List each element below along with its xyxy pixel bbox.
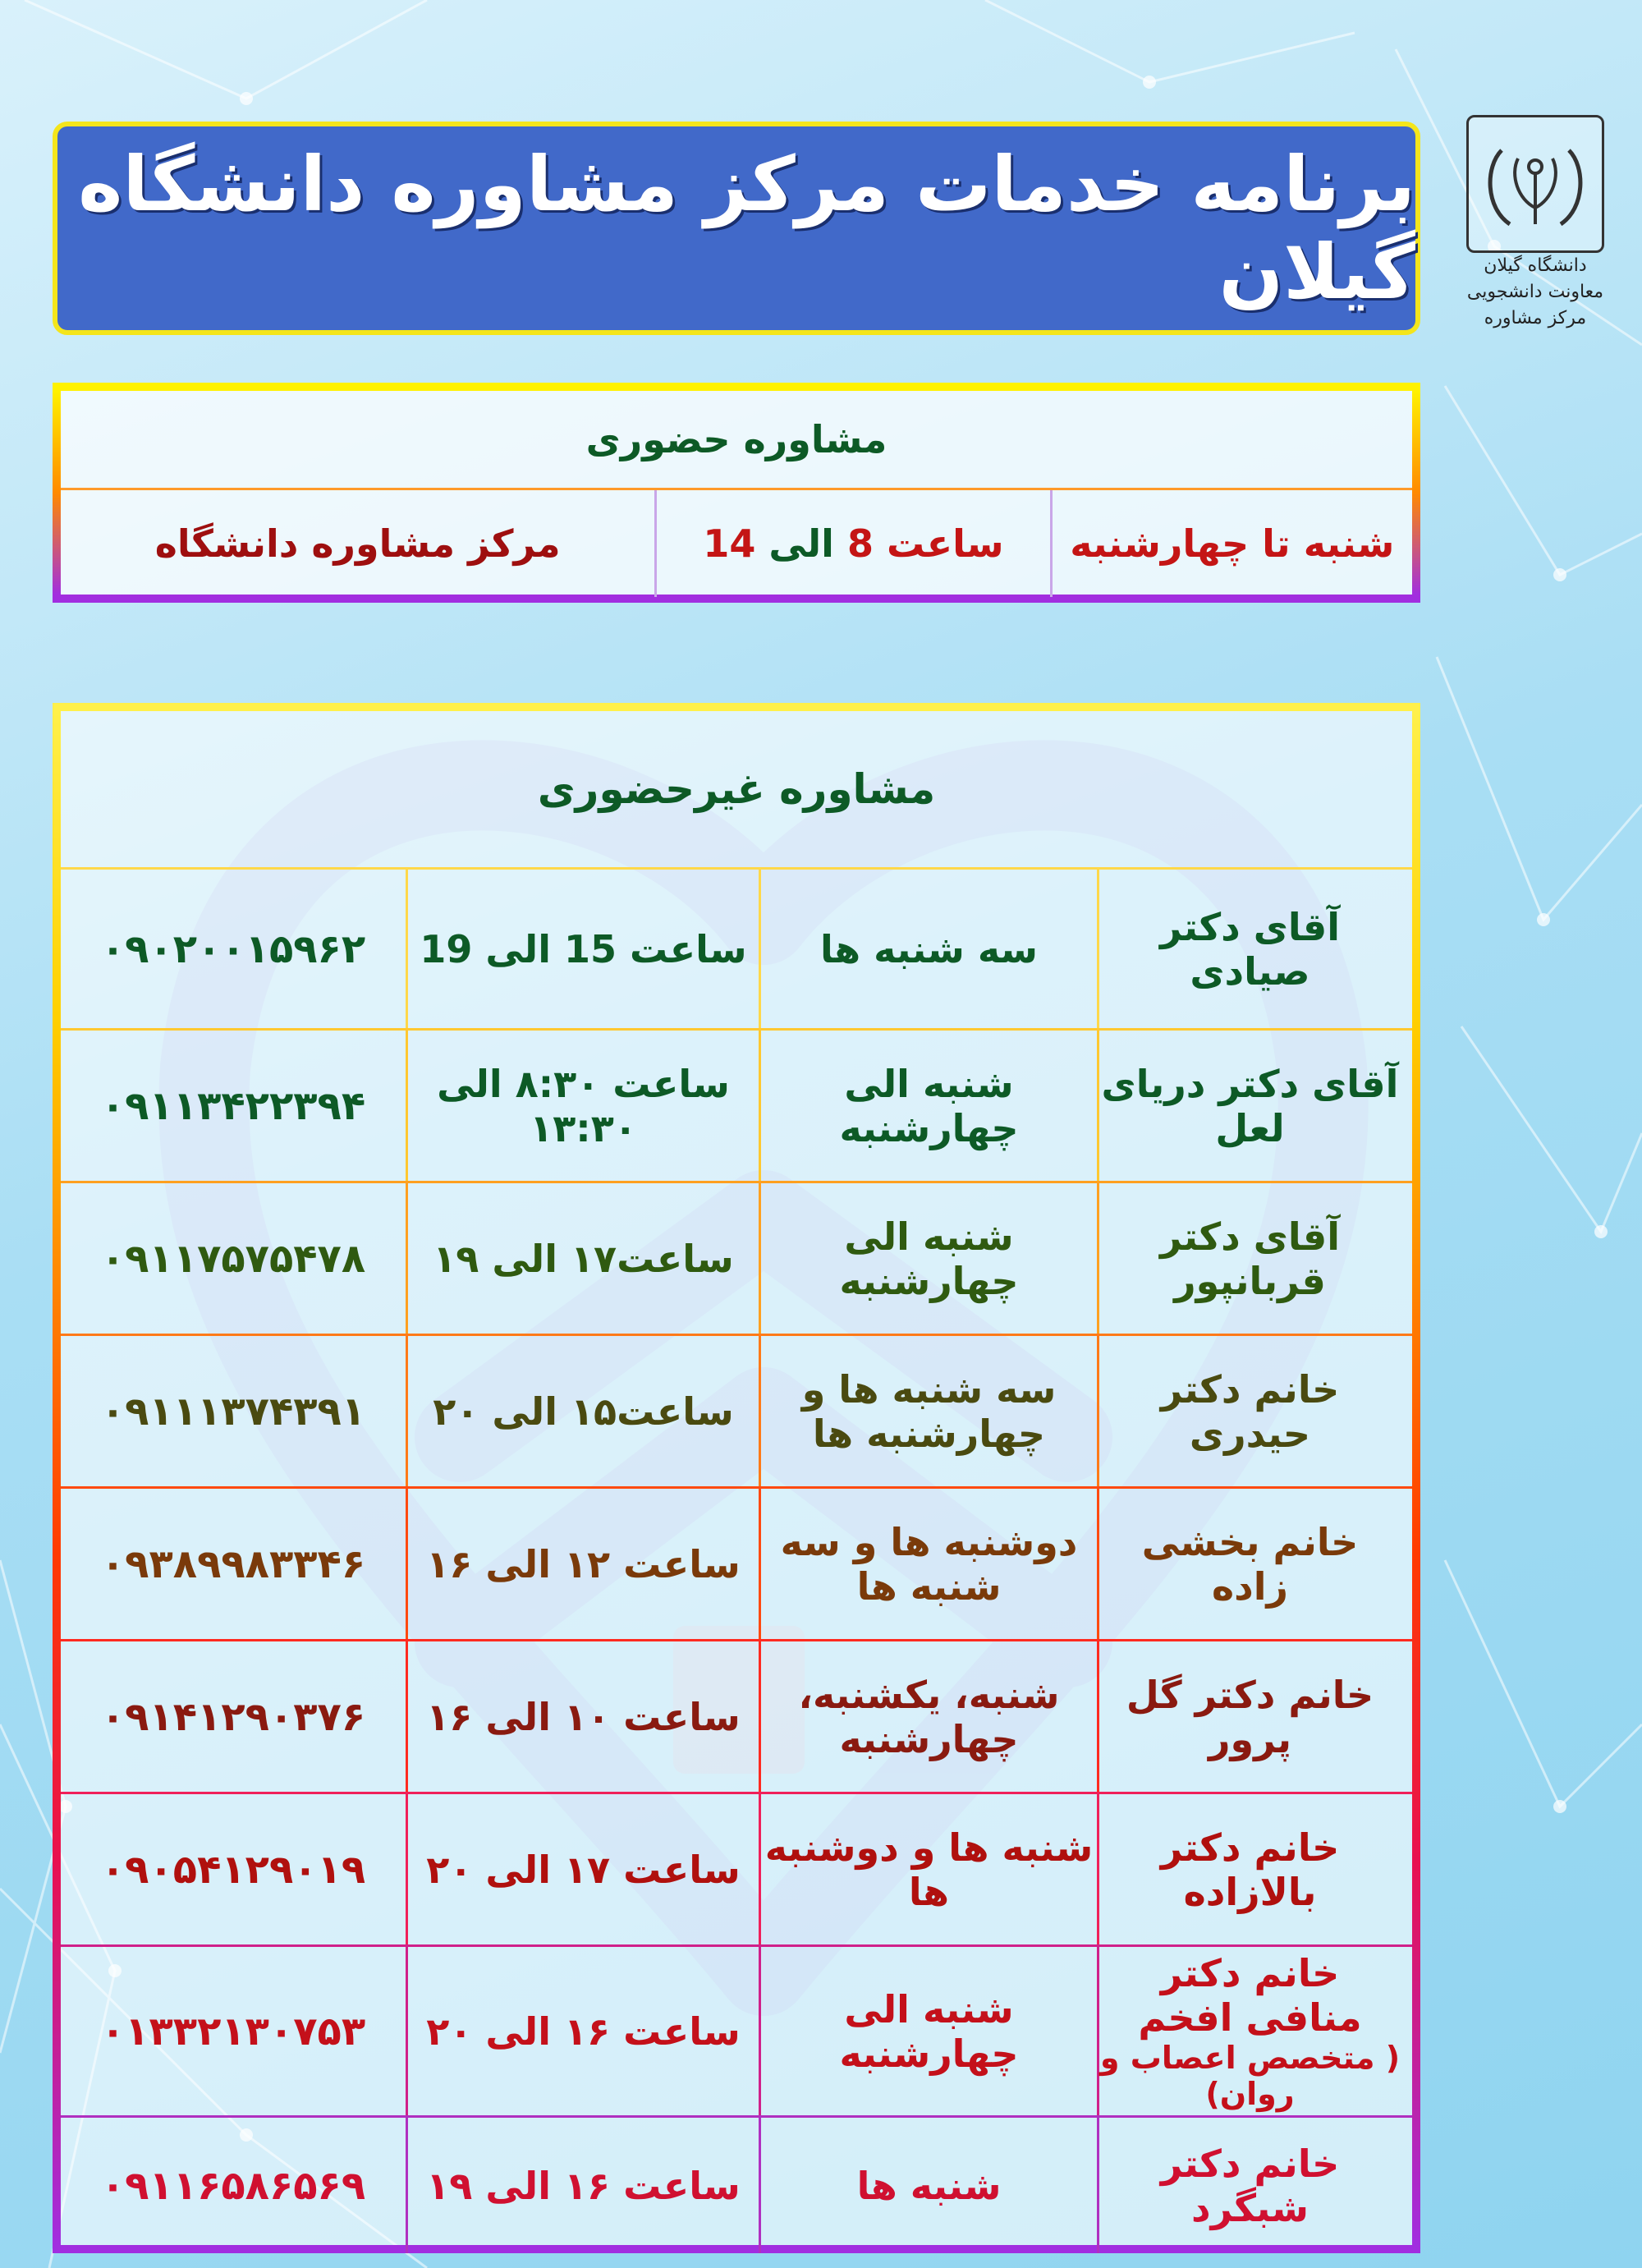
counselor-days-text: سه شنبه ها و چهارشنبه ها xyxy=(801,1366,1057,1456)
counselor-name-text: خانم دکتر حیدری xyxy=(1160,1366,1340,1456)
counselor-phone xyxy=(61,1183,406,1334)
counselor-phone-text: ۰۹۱۱۳۴۲۲۳۹۴ xyxy=(100,1082,366,1129)
counselor-name-text: آقای دکتر صیادی xyxy=(1159,904,1341,994)
counselor-phone-text: ۰۹۱۱۷۵۷۵۴۷۸ xyxy=(100,1235,366,1282)
table-row xyxy=(61,1028,1412,1181)
counselor-phone xyxy=(61,1794,406,1944)
counselor-days xyxy=(759,1031,1097,1181)
counselor-phone xyxy=(61,2118,406,2253)
counselor-days xyxy=(759,1183,1097,1334)
counselor-name xyxy=(1097,1336,1412,1486)
counselor-hours xyxy=(406,1336,759,1486)
counselor-phone-text: ۰۹۰۵۴۱۲۹۰۱۹ xyxy=(100,1846,366,1893)
counselor-days-text: سه شنبه ها xyxy=(819,926,1039,971)
counselor-hours xyxy=(406,1794,759,1944)
counselor-hours xyxy=(406,1183,759,1334)
counselor-name xyxy=(1097,870,1412,1028)
table-row xyxy=(61,1639,1412,1792)
counselor-phone-text: ۰۹۰۲۰۰۱۵۹۶۲ xyxy=(100,925,366,972)
table-row xyxy=(61,1792,1412,1944)
counselor-hours-text: ساعت 15 الی 19 xyxy=(420,926,747,971)
counselor-name-text: خانم دکتر شبگرد xyxy=(1160,2141,1340,2230)
counselor-hours xyxy=(406,1641,759,1792)
counselor-name xyxy=(1097,1183,1412,1334)
counselor-hours-text: ساعت ۱۶ الی ۱۹ xyxy=(426,2163,741,2208)
counselor-name xyxy=(1097,1794,1412,1944)
counselor-phone xyxy=(61,1489,406,1639)
counselor-name xyxy=(1097,1641,1412,1792)
remote-heading-row xyxy=(61,711,1412,867)
counselor-specialty: ( متخصص اعصاب و روان) xyxy=(1099,2039,1401,2112)
counselor-days-text: شنبه الی چهارشنبه xyxy=(839,1061,1019,1150)
counselor-name-text: خانم بخشی زاده xyxy=(1141,1519,1359,1609)
counselor-name-text: خانم دکتر بالازاده xyxy=(1160,1825,1340,1914)
counselor-hours xyxy=(406,870,759,1028)
counselor-name xyxy=(1097,1489,1412,1639)
counselor-hours-text: ساعت ۱۲ الی ۱۶ xyxy=(426,1541,741,1586)
counselor-phone-text: ۰۹۱۱۶۵۸۶۵۶۹ xyxy=(100,2162,366,2209)
in-person-heading: مشاوره حضوری xyxy=(585,417,888,461)
remote-rows xyxy=(61,867,1412,2253)
logo-line-2: معاونت دانشجویی xyxy=(1466,282,1604,302)
logo-line-3: مرکز مشاوره xyxy=(1484,308,1587,328)
counselor-days xyxy=(759,2118,1097,2253)
counselor-hours-text: ساعت۱۵ الی ۲۰ xyxy=(433,1389,734,1434)
counselor-days-text: شنبه الی چهارشنبه xyxy=(839,1214,1019,1303)
logo-line-1: دانشگاه گیلان xyxy=(1484,255,1587,276)
counselor-phone-text: ۰۹۳۸۹۹۸۳۳۴۶ xyxy=(100,1540,366,1587)
counselor-name xyxy=(1097,1031,1412,1181)
counselor-days xyxy=(759,1794,1097,1944)
counselor-phone xyxy=(61,1031,406,1181)
table-row xyxy=(61,867,1412,1028)
counselor-phone xyxy=(61,1947,406,2115)
counselor-days-text: شنبه الی چهارشنبه xyxy=(839,1986,1019,2076)
counselor-days-text: شنبه ها xyxy=(856,2163,1002,2208)
counselor-name xyxy=(1097,1947,1412,2115)
counselor-hours xyxy=(406,1031,759,1181)
counselor-days-text: دوشنبه ها و سه شنبه ها xyxy=(780,1519,1078,1609)
table-row xyxy=(61,2115,1412,2253)
table-row xyxy=(61,1181,1412,1334)
counselor-phone-text: ۰۹۱۱۱۳۷۴۳۹۱ xyxy=(100,1388,366,1435)
counselor-hours-text: ساعت ۱۷ الی ۲۰ xyxy=(426,1847,741,1892)
counselor-phone xyxy=(61,1336,406,1486)
table-row xyxy=(61,1486,1412,1639)
counselor-days-text: شنبه ها و دوشنبه ها xyxy=(764,1825,1094,1914)
remote-heading: مشاوره غیرحضوری xyxy=(537,765,936,813)
table-row xyxy=(61,1944,1412,2115)
counselor-hours-text: ساعت۱۷ الی ۱۹ xyxy=(433,1236,734,1281)
counselor-hours xyxy=(406,1947,759,2115)
counselor-days xyxy=(759,870,1097,1028)
counselor-hours-text: ساعت ۸:۳۰ الی ۱۳:۳۰ xyxy=(437,1061,730,1150)
counselor-phone xyxy=(61,870,406,1028)
counselor-name-text: خانم دکتر منافی افخم xyxy=(1138,1950,1362,2040)
counselor-days xyxy=(759,1641,1097,1792)
counselor-hours-text: ساعت ۱۰ الی ۱۶ xyxy=(426,1694,741,1739)
counselor-phone-text: ۰۱۳۳۲۱۳۰۷۵۳ xyxy=(100,2008,366,2055)
counselor-days-text: شنبه، یکشنبه، چهارشنبه xyxy=(798,1672,1060,1761)
counselor-days xyxy=(759,1336,1097,1486)
counselor-hours-text: ساعت ۱۶ الی ۲۰ xyxy=(426,2009,741,2054)
in-person-time: ساعت 8 الی 14 xyxy=(654,490,1049,597)
counselor-phone xyxy=(61,1641,406,1792)
counselor-hours xyxy=(406,1489,759,1639)
counselor-days xyxy=(759,1489,1097,1639)
counselor-hours xyxy=(406,2118,759,2253)
counselor-phone-text: ۰۹۱۴۱۲۹۰۳۷۶ xyxy=(100,1693,366,1740)
page-title: برنامه خدمات مرکز مشاوره دانشگاه گیلان xyxy=(78,140,1415,316)
table-row xyxy=(61,1334,1412,1486)
remote-consultation-table xyxy=(53,703,1420,2253)
in-person-place: مرکز مشاوره دانشگاه xyxy=(154,521,561,566)
counselor-days xyxy=(759,1947,1097,2115)
counselor-name-text: خانم دکتر گل پرور xyxy=(1126,1672,1374,1761)
counselor-name-text: آقای دکتر دریای لعل xyxy=(1101,1061,1399,1150)
counselor-name xyxy=(1097,2118,1412,2253)
in-person-days: شنبه تا چهارشنبه xyxy=(1050,490,1412,597)
counselor-name-text: آقای دکتر قربانپور xyxy=(1159,1214,1341,1303)
